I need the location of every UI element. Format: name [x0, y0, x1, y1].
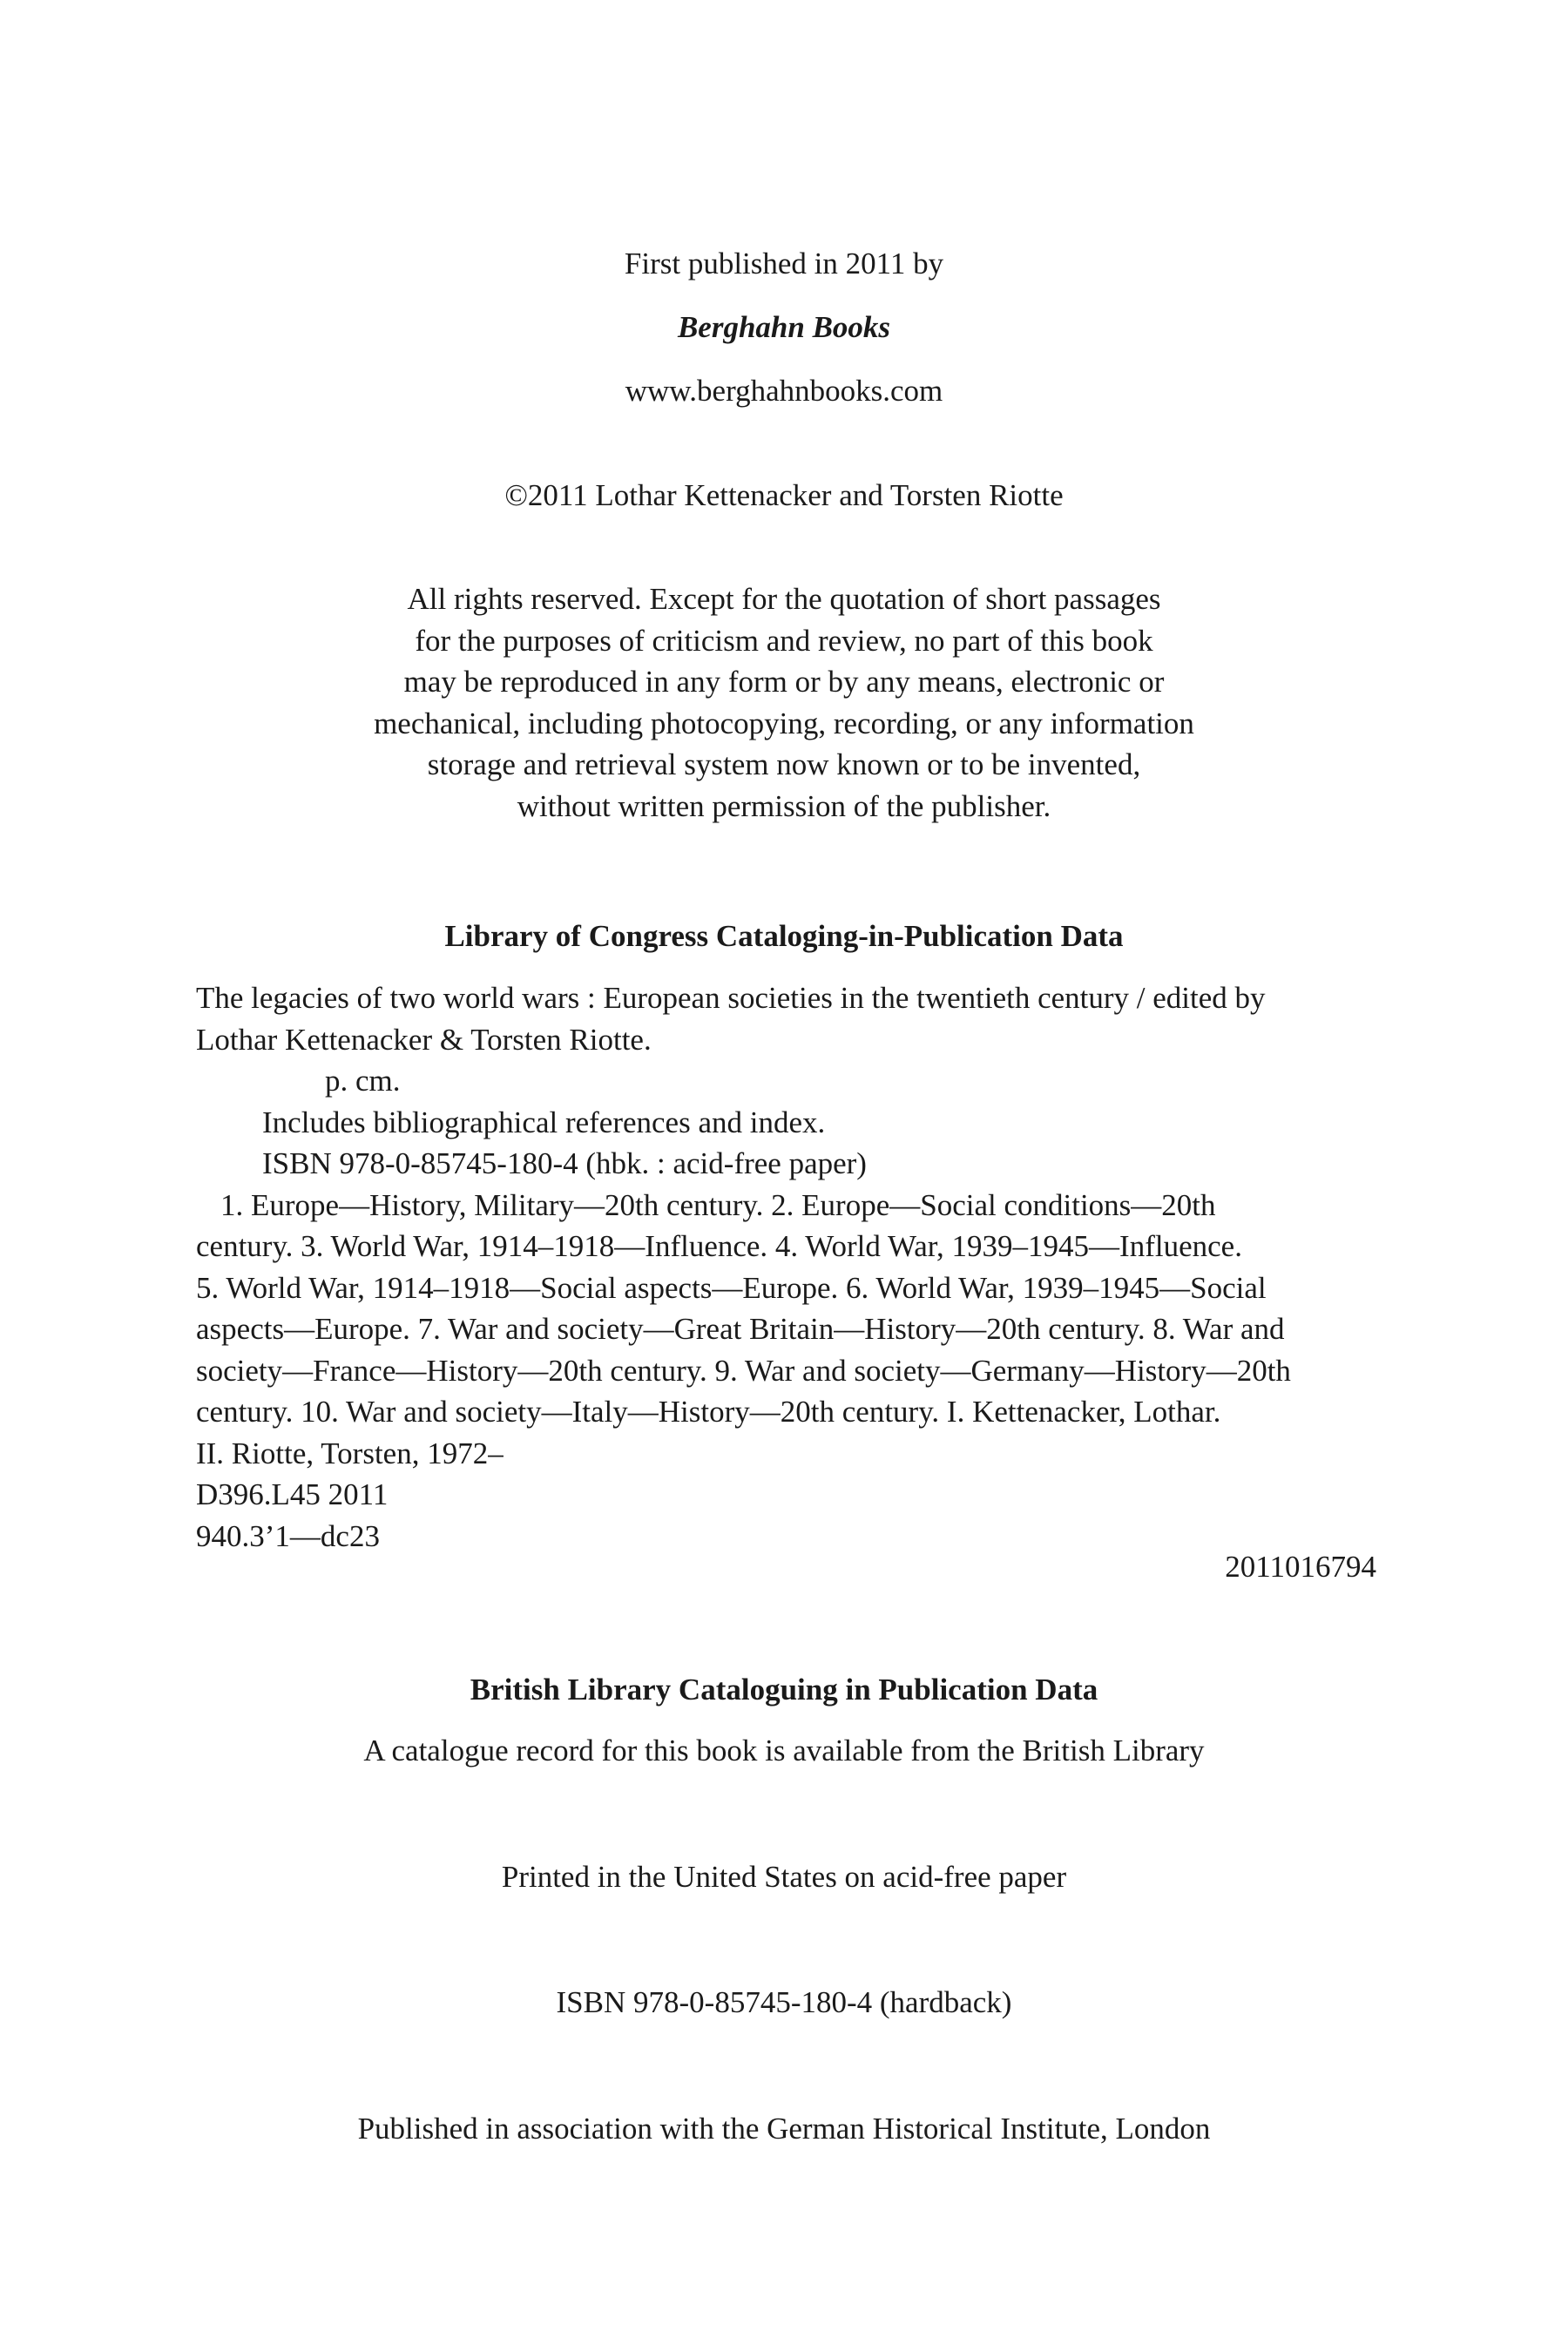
- cip-line: 5. World War, 1914–1918—Social aspects—Europe. 6. World War, 1939–1945—Social: [196, 1270, 1267, 1305]
- cip-line: 940.3’1—dc23: [196, 1518, 380, 1553]
- rights-line: storage and retrieval system now known or to be invented,: [427, 747, 1141, 781]
- isbn-line: ISBN 978-0-85745-180-4 (hardback): [556, 1985, 1012, 2019]
- cip-line: aspects—Europe. 7. War and society—Great Britain—History—20th century. 8. War and: [196, 1312, 1285, 1346]
- rights-line: may be reproduced in any form or by any means, electronic or: [403, 665, 1165, 699]
- publisher-name: Berghahn Books: [677, 310, 891, 344]
- rights-line: All rights reserved. Except for the quotation of short passages: [407, 582, 1161, 616]
- copyright-notice: ©2011 Lothar Kettenacker and Torsten Riotte: [504, 478, 1064, 512]
- printed-statement: Printed in the United States on acid-free paper: [501, 1860, 1067, 1894]
- loc-heading: Library of Congress Cataloging-in-Publication Data: [444, 919, 1124, 953]
- cip-line: p. cm.: [325, 1064, 401, 1098]
- cip-line: 1. Europe—History, Military—20th century. 2. Europe—Social conditions—20th: [220, 1187, 1216, 1222]
- publisher-website: www.berghahnbooks.com: [625, 374, 943, 408]
- lccn-number: 2011016794: [1225, 1550, 1376, 1584]
- association-statement: Published in association with the German Historical Institute, London: [357, 2112, 1211, 2146]
- cip-line: Includes bibliographical references and index.: [262, 1105, 826, 1139]
- british-library-text: A catalogue record for this book is available from the British Library: [363, 1734, 1205, 1767]
- loc-cip-record: [196, 977, 1376, 1557]
- cip-line: century. 10. War and society—Italy—History—20th century. I. Kettenacker, Lothar.: [196, 1395, 1221, 1429]
- first-published-line: First published in 2011 by: [624, 247, 944, 280]
- cip-line: Lothar Kettenacker & Torsten Riotte.: [196, 1022, 652, 1057]
- british-library-heading: British Library Cataloguing in Publication Data: [470, 1673, 1098, 1707]
- cip-line: II. Riotte, Torsten, 1972–: [196, 1436, 504, 1470]
- cip-line: society—France—History—20th century. 9. War and society—Germany—History—20th: [196, 1353, 1291, 1388]
- rights-line: for the purposes of criticism and review, no part of this book: [415, 623, 1153, 658]
- rights-statement: [0, 578, 1568, 827]
- rights-line: mechanical, including photocopying, recording, or any information: [374, 706, 1194, 740]
- cip-line: D396.L45 2011: [196, 1477, 389, 1511]
- rights-line: without written permission of the publisher.: [517, 788, 1051, 823]
- cip-line: The legacies of two world wars : European societies in the twentieth century / edited by: [196, 981, 1266, 1015]
- cip-line: century. 3. World War, 1914–1918—Influence. 4. World War, 1939–1945—Influence.: [196, 1229, 1242, 1263]
- cip-line: ISBN 978-0-85745-180-4 (hbk. : acid-free paper): [262, 1146, 867, 1180]
